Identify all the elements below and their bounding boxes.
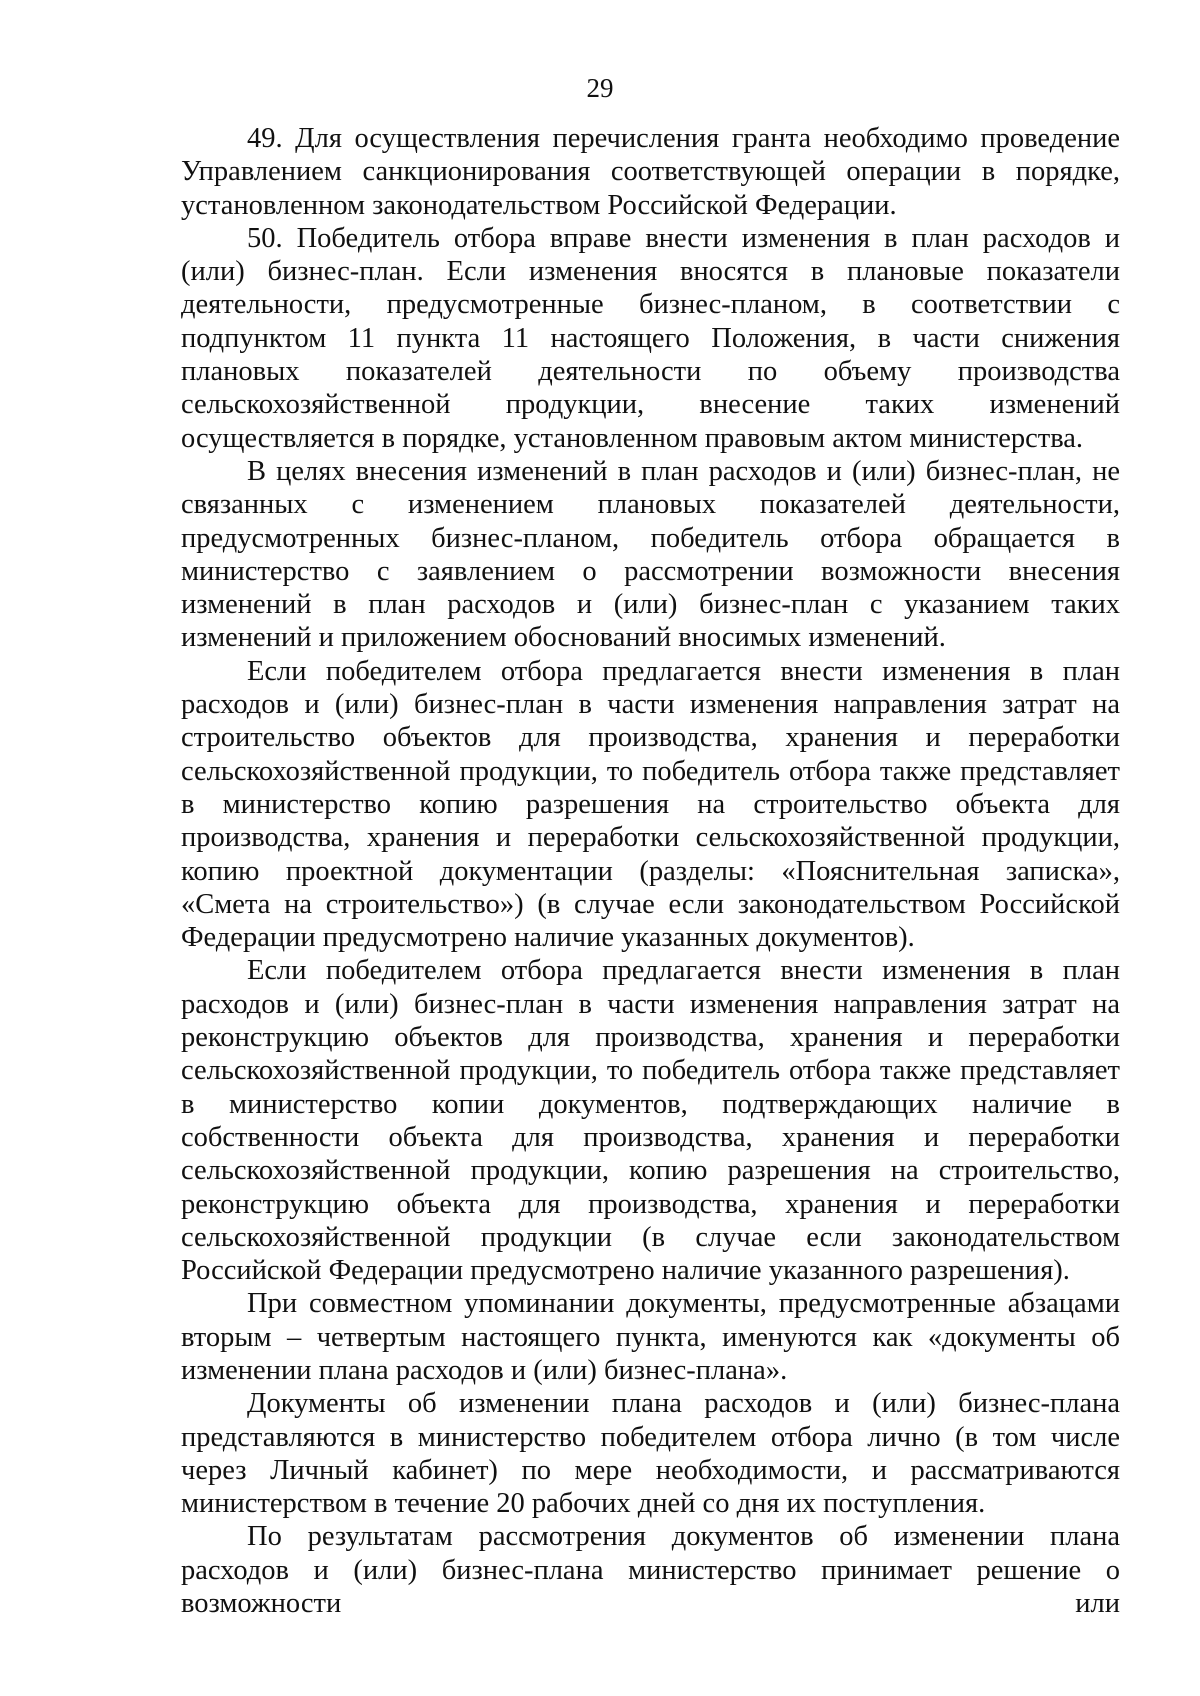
page-number: 29 [586, 73, 614, 103]
paragraph-50-construction: Если победителем отбора предлагается внести изменения в план расходов и (или) бизнес-план в части изменения направления затрат на строительство объектов для производства, хранения и переработки сельскохозяйственной продукции, то победитель отбора также представляет в министерство копию разрешения на строительство объекта для производства, хранения и переработки сельскохозяйственной продукции, копию проектной документации (разделы: «Пояснительная записка», «Смета на строительство») (в случае если законодательством Российской Федерации предусмотрено наличие указанных документов). [181, 655, 1120, 954]
paragraph-50-definition: При совместном упоминании документы, предусмотренные абзацами вторым – четвертым настоящего пункта, именуются как «документы об изменении плана расходов и (или) бизнес-плана». [181, 1288, 1120, 1386]
paragraph-50-reconstruction: Если победителем отбора предлагается внести изменения в план расходов и (или) бизнес-план в части изменения направления затрат на реконструкцию объектов для производства, хранения и переработки сельскохозяйственной продукции, то победитель отбора также представляет в министерство копии документов, подтверждающих наличие в собственности объекта для производства, хранения и переработки сельскохозяйственной продукции, копию разрешения на строительство, реконструкцию объекта для производства, хранения и переработки сельскохозяйственной продукции (в случае если законодательством Российской Федерации предусмотрено наличие указанного разрешения). [181, 955, 1120, 1287]
paragraph-49: 49. Для осуществления перечисления гранта необходимо проведение Управлением санкционирования соответствующей операции в порядке, установленном законодательством Российской Федерации. [181, 123, 1120, 221]
document-body [181, 122, 1120, 1620]
paragraph-50-change-request: В целях внесения изменений в план расходов и (или) бизнес-план, не связанных с изменением плановых показателей деятельности, предусмотренных бизнес-планом, победитель отбора обращается в министерство с заявлением о рассмотрении возможности внесения изменений в план расходов и (или) бизнес-план с указанием таких изменений и приложением обоснований вносимых изменений. [181, 455, 1120, 654]
paragraph-50-decision: По результатам рассмотрения документов об изменении плана расходов и (или) бизнес-плана министерство принимает решение о возможности или [181, 1521, 1120, 1620]
paragraph-50-submission: Документы об изменении плана расходов и (или) бизнес-плана представляются в министерство победителем отбора лично (в том числе через Личный кабинет) по мере необходимости, и рассматриваются министерством в течение 20 рабочих дней со дня их поступления. [181, 1388, 1120, 1520]
paragraph-50: 50. Победитель отбора вправе внести изменения в план расходов и (или) бизнес-план. Если изменения вносятся в плановые показатели деятельности, предусмотренные бизнес-планом, в соответствии с подпунктом 11 пункта 11 настоящего Положения, в части снижения плановых показателей деятельности по объему производства сельскохозяйственной продукции, внесение таких изменений осуществляется в порядке, установленном правовым актом министерства. [181, 222, 1120, 454]
